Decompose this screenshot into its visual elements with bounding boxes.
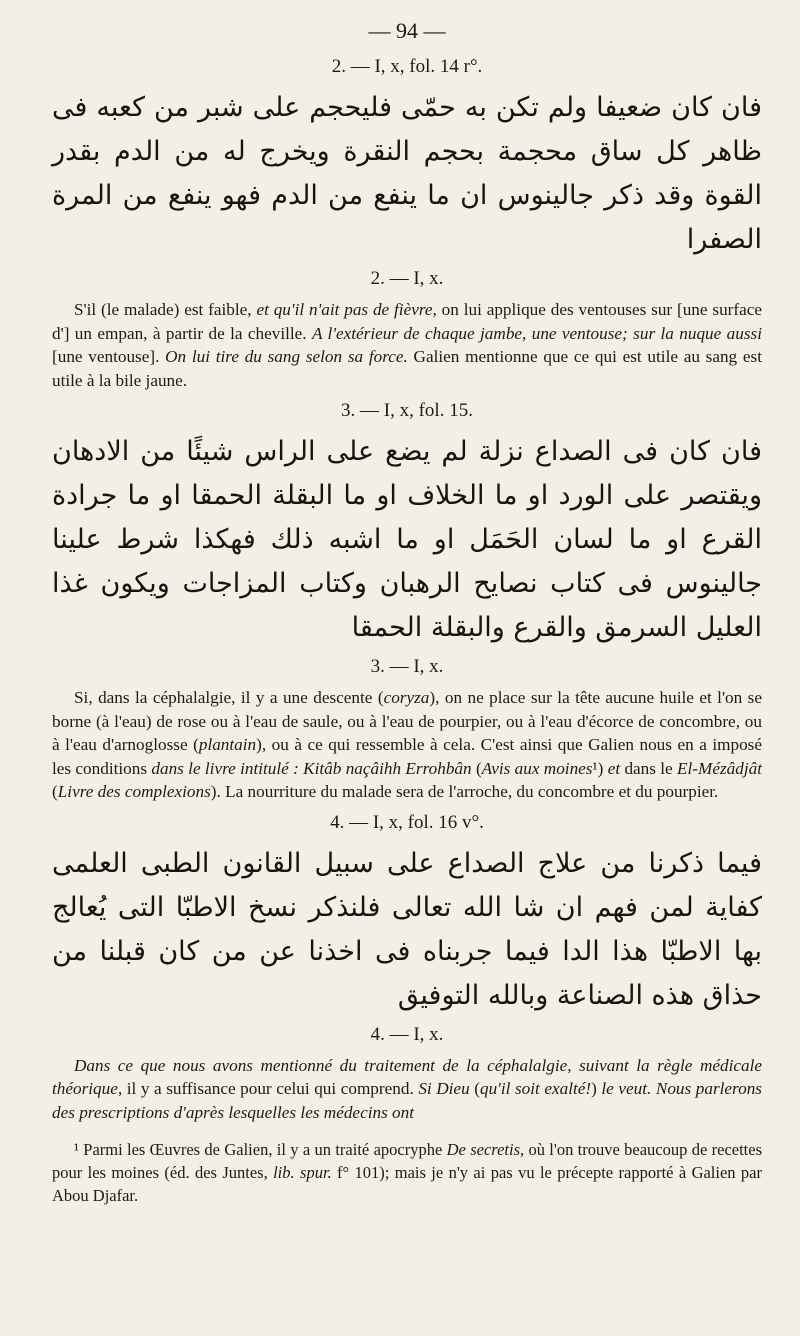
text-run: ) [591,1079,602,1098]
italic-run: coryza [383,688,430,707]
italic-run: dans le livre intitulé : Kitâb naçâihh Errohbân [151,758,472,778]
italic-run: plantain [198,735,257,754]
text-run: on lui applique des ventouses sur [une surface d'] un empan, à partir de la cheville. [52,300,762,343]
italic-run: Avis aux moines [481,758,593,778]
italic-run: qu'il soit exalté! [479,1079,592,1098]
french-paragraph [52,298,762,392]
italic-run: le veut. Nous parlerons des prescriptions d'après lesquelles les médecins ont [52,1079,762,1122]
italic-run: A l'extérieur de chaque jambe, une ventouse; sur la nuque aussi [311,323,762,343]
italic-run: Si Dieu [418,1079,470,1098]
section-heading: 4. — I, x. [370,1023,444,1045]
italic-run: lib. spur. [273,1163,332,1182]
arabic-text: فان كان فى الصداع نزلة لم يضع على الراس شيئًا من الادهان ويقتصر على الورد او ما الخلاف او ما البقلة الحمقا او ما جرادة القرع او ما لسان الحَمَل او ما اشبه ذلك فهكذا شرط علينا جالينوس فى كتاب نصايح الرهبان وكتاب المزاجات ويكون غذا العليل السرمق والقرع والبقلة الحمقا [52,436,762,643]
section-heading: 3. — I, x, fol. 15. [341,400,473,421]
italic-run: Livre des complexions [57,782,211,801]
french-paragraph [52,1054,762,1125]
text-run: où l'on trouve beaucoup de recettes pour les moines (éd. des Juntes, [52,1140,763,1182]
text-run: [une ventouse]. [52,347,166,366]
italic-run: Dans ce que nous avons mentionné du traitement de la céphalalgie, suivant la règle médicale théorique, [52,1055,762,1098]
arabic-text: فيما ذكرنا من علاج الصداع على سبيل القانون الطبى العلمى كفاية لمن فهم ان شا الله تعالى فلنذكر نسخ الاطبّا التى يُعالج بها الاطبّا هذا الدا فيما جربناه فى اخذنا عن من كان قبلنا من حذاق هذه الصناعة وبالله التوفيق [52,847,762,1011]
text-run: ( [471,758,482,778]
text-run: ¹ Parmi les Œuvres de Galien, il y a un traité apocryphe [74,1140,447,1159]
text-run: ), ou à ce qui ressemble à cela. C'est ainsi que Galien nous en a imposé les conditions [52,735,762,778]
section-heading: 2. — I, x. [370,268,444,289]
text-run: S'il (le malade) est faible, [74,300,257,319]
text-run: ). La nourriture du malade sera de l'arroche, du concombre et du pourpier. [210,782,719,801]
italic-run: et [607,758,621,778]
arabic-text: فان كان ضعيفا ولم تكن به حمّى فليحجم على شبر من كعبه فى ظاهر كل ساق محجمة بحجم النقرة ويخرج له من الدم بقدر القوة وقد ذكر جالينوس ان ما ينفع من الدم فهو ينفع من المرة الصفرا [52,92,762,255]
text-run: ), on ne place sur la tête aucune huile et l'on se borne (à l'eau) de rose ou à l'eau de saule, ou à l'eau de pourpier, ou à l'eau d'écorce de concombre, ou à l'eau d'arnoglosse ( [52,688,762,754]
text-run: Galien mentionne que ce qui est utile au sang est utile à la bile jaune. [52,347,762,390]
text-run: ( [469,1079,480,1098]
italic-run: On lui tire du sang selon sa force. [165,347,408,366]
footnote [52,1138,762,1207]
french-paragraph [52,686,762,804]
section-heading: 3. — I, x. [370,656,444,677]
text-run: f° 101); mais je n'y ai pas vu le précepte rapporté à Galien par Abou Djafar. [52,1163,762,1205]
text-run: ( [52,782,58,801]
section-heading: 4. — I, x, fol. 16 v°. [330,811,484,833]
text-run: Si, dans la céphalalgie, il y a une descente ( [74,688,384,707]
italic-run: et qu'il n'ait pas de fièvre, [256,300,437,319]
text-run: il y a suffisance pour celui qui comprend. [122,1079,419,1098]
text-run: ¹) [592,758,608,778]
italic-run: El-Mézâdjât [677,758,762,778]
page-number: — 94 — [368,18,446,43]
section-heading: 2. — I, x, fol. 14 r°. [331,56,483,77]
text-run: dans le [620,758,678,778]
italic-run: De secretis, [446,1140,525,1159]
